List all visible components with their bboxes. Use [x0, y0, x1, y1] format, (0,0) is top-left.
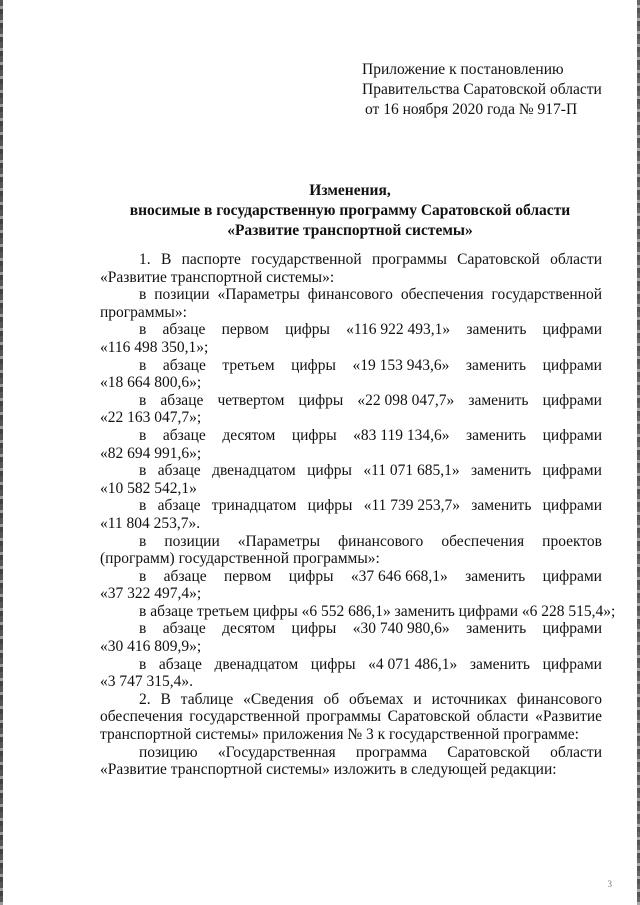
- change-row-5: в абзаце двенадцатом цифры «11 071 685,1» заменить цифрами: [139, 462, 602, 480]
- change-row-6: в абзаце тринадцатом цифры «11 739 253,7» заменить цифрами: [139, 497, 602, 515]
- change-row-8-value: «30 416 809,9»;: [100, 638, 202, 656]
- paragraph-1: 1. В паспорте государственной программы Саратовской области «Развитие транспортной системы»:: [100, 251, 602, 286]
- change-row-5-value: «10 582 542,1»: [100, 479, 197, 497]
- change-row-1: в абзаце первом цифры «116 922 493,1» заменить цифрами: [139, 321, 602, 339]
- change-row-8: в абзаце десятом цифры «30 740 980,6» заменить цифрами: [139, 620, 602, 638]
- header-line-2: Правительства Саратовской области: [362, 81, 602, 98]
- change-row-1-value: «116 498 350,1»;: [100, 338, 209, 356]
- change-row-3: в абзаце четвертом цифры «22 098 047,7» заменить цифрами: [139, 391, 602, 409]
- change-row-2: в абзаце третьем цифры «19 153 943,6» заменить цифрами: [139, 356, 602, 374]
- change-row-4: в абзаце десятом цифры «83 119 134,6» заменить цифрами: [139, 426, 602, 444]
- change-row-7-value: «37 322 497,4»;: [100, 585, 202, 603]
- change-row-9: в абзаце двенадцатом цифры «4 071 486,1» заменить цифрами: [139, 655, 602, 673]
- change-row-2-value: «18 664 800,6»;: [100, 374, 202, 392]
- title-line-3: «Развитие транспортной системы»: [227, 222, 473, 239]
- change-row-9-value: «3 747 315,4».: [100, 673, 193, 691]
- page-mark: 3: [607, 879, 612, 889]
- paragraph-5: 2. В таблице «Сведения об объемах и источниках финансового обеспечения государственной программы Саратовской области «Развитие транспортной системы» приложения № 3 к государственной программе:: [100, 690, 602, 744]
- header-line-3: от 16 ноября 2020 года № 917-П: [365, 101, 578, 118]
- document-title: [100, 181, 600, 241]
- title-line-1: Изменения,: [309, 182, 391, 199]
- change-row-6-value: «11 804 253,7».: [100, 514, 201, 532]
- change-row-3-value: «22 163 047,7»;: [100, 409, 202, 427]
- change-row-7: в абзаце первом цифры «37 646 668,1» заменить цифрами: [139, 567, 602, 585]
- change-row-4-value: «82 694 991,6»;: [100, 444, 202, 462]
- document-header: [362, 60, 622, 120]
- document-body: [100, 251, 616, 779]
- paragraph-4: в абзаце третьем цифры «6 552 686,1» заменить цифрами «6 228 515,4»;: [139, 602, 616, 620]
- title-line-2: вносимые в государственную программу Саратовской области: [129, 202, 571, 219]
- header-line-1: Приложение к постановлению: [362, 61, 564, 78]
- paragraph-2: в позиции «Параметры финансового обеспечения государственной программы»:: [100, 286, 602, 321]
- scan-edge-left: [0, 0, 3, 905]
- paragraph-6: позицию «Государственная программа Саратовской области «Развитие транспортной системы» изложить в следующей редакции:: [100, 743, 602, 779]
- paragraph-3: в позиции «Параметры финансового обеспечения проектов (программ) государственной программы»:: [100, 532, 602, 568]
